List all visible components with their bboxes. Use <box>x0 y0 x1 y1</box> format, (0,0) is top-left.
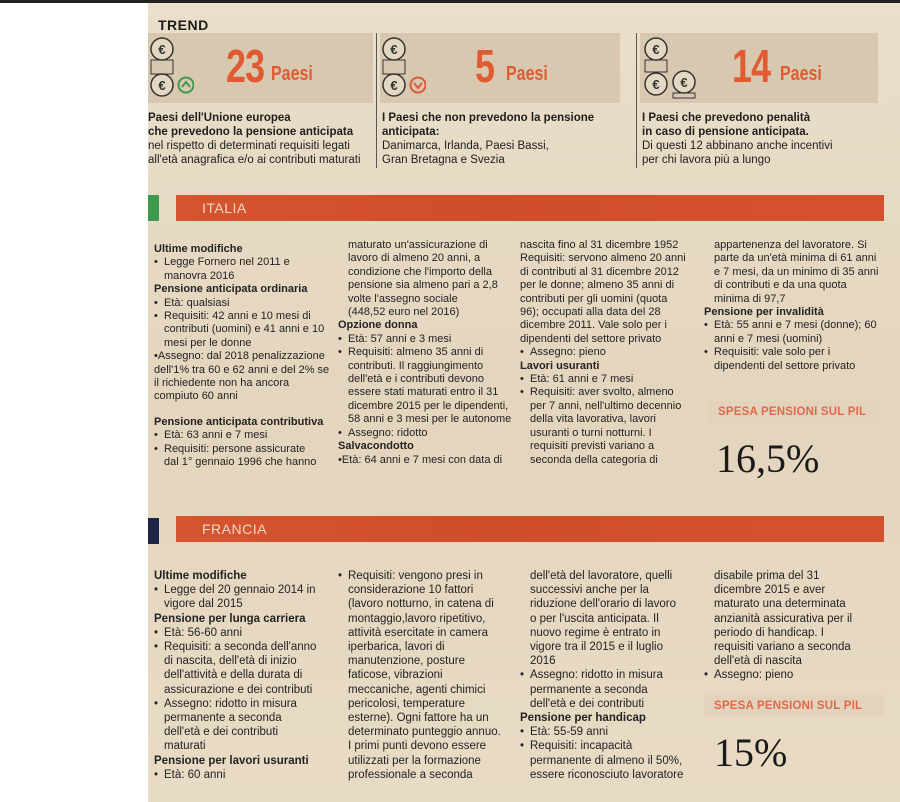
text-line: periodo di handicap. I <box>714 626 824 639</box>
bullet-item: • Requisiti: almeno 35 anni di <box>338 346 518 359</box>
subheading: Pensione per handicap <box>520 712 646 725</box>
text-line: assicurazione e dei contributi <box>164 683 313 696</box>
text-line: professionale a seconda <box>348 768 473 781</box>
francia-spesa-value: 15% <box>714 730 788 775</box>
text-line: dell'età e i contributi devono <box>348 373 485 386</box>
text-line: attività esercitate in camera <box>348 626 488 639</box>
francia-column-2 <box>338 569 518 782</box>
text-line: anni e 7 mesi (uomini) <box>714 332 823 345</box>
bullet-item: • Età: 61 anni e 7 mesi <box>520 373 700 386</box>
subheading: Pensione anticipata ordinaria <box>154 283 308 296</box>
text-line: montaggio,lavoro ripetitivo, <box>348 612 486 625</box>
stat-title-line: anticipata: <box>382 126 440 138</box>
text-line: iperbarica, lavori di <box>348 641 445 654</box>
text-line: per 7 anni, nell'ultimo decennio <box>530 399 682 412</box>
text-line: di nascita, dell'età di inizio <box>164 655 297 668</box>
text-line: maturato un'assicurazione di <box>348 239 488 251</box>
bullet-item: • Requisiti: vale solo per i <box>704 346 894 359</box>
text-line: usuranti o turni notturni. I <box>530 426 652 439</box>
text-line: contributi. Il raggiungimento <box>348 359 484 372</box>
text-line: volte l'assegno sociale <box>348 292 458 305</box>
stat-body-line: per chi lavora più a lungo <box>642 154 771 166</box>
text-line: il richiedente non ha ancora <box>154 377 290 390</box>
subheading: Pensione per lavori usuranti <box>154 754 309 767</box>
column-divider <box>636 33 637 168</box>
text-line: manutenzione, posture <box>348 655 465 668</box>
newspaper-clipping <box>148 3 900 802</box>
bullet-item: • Requisiti: persone assicurate <box>154 443 336 456</box>
text-line: •Età: 64 anni e 7 mesi con data di <box>338 453 503 466</box>
svg-text:€: € <box>158 42 166 57</box>
francia-column-3 <box>520 569 700 782</box>
text-line: pericolosi, temperature <box>348 697 465 710</box>
text-line: permanente di almeno il 50%, <box>530 754 683 767</box>
bullet-item: • Assegno: pieno <box>704 668 894 682</box>
text-line: dell'età e dei contributi <box>530 697 645 710</box>
text-line: della vita lavorativa, lavori <box>530 413 656 426</box>
text-line: essere stati maturati entro il 31 <box>348 386 499 399</box>
bullet-item: • Età: 60 anni <box>154 768 336 782</box>
text-line: di contributi al 31 dicembre 2012 <box>520 265 679 278</box>
bullet-item: • Assegno: ridotto in misura <box>520 668 700 682</box>
text-line: permanente a seconda <box>530 683 648 696</box>
text-line: I primi punti devono essere <box>348 740 487 753</box>
italia-spesa-label: SPESA PENSIONI SUL PIL <box>708 401 878 423</box>
stat-unit: Paesi <box>271 63 313 85</box>
text-line: utilizzati per la formazione <box>348 754 481 767</box>
subheading: Salvacondotto <box>338 440 414 453</box>
bullet-item: • Legge del 20 gennaio 2014 in <box>154 583 336 597</box>
text-line: riduzione dell'orario di lavoro <box>530 598 677 611</box>
subheading: Pensione anticipata contributiva <box>154 415 324 428</box>
text-line: requisiti variano a seconda <box>714 641 851 654</box>
francia-title: FRANCIA <box>202 521 267 537</box>
text-line: per le donne; almeno 35 anni di <box>520 279 675 292</box>
stat-box-no-early-pension <box>380 33 620 103</box>
stat-box-eu-countries <box>148 33 373 103</box>
text-line: dell'attività e della durata di <box>164 669 303 682</box>
euro-coins-icon <box>150 35 194 99</box>
italy-flag-stripe <box>148 195 159 221</box>
text-line: determinato punteggio annuo. <box>348 726 501 739</box>
text-line: dicembre 2011. Vale solo per i <box>520 319 667 332</box>
text-line: seconda della categoria di <box>530 453 658 466</box>
bullet-item: • Assegno: pieno <box>520 346 700 359</box>
text-line: 58 anni e 3 mesi per le autonome <box>348 413 512 426</box>
text-line: Requisiti: servono almeno 20 anni <box>520 252 686 265</box>
svg-text:€: € <box>680 75 688 90</box>
stat-number: 23 <box>226 40 265 92</box>
francia-column-4 <box>704 569 894 683</box>
text-line: permanente a seconda <box>164 712 282 725</box>
francia-header-band <box>176 516 884 542</box>
italia-column-2 <box>338 239 518 467</box>
bullet-item: • Età: qualsiasi <box>154 297 336 310</box>
stat-number: 14 <box>732 40 771 92</box>
text-line: nascita fino al 31 dicembre 1952 <box>520 239 679 251</box>
text-line: (448,52 euro nel 2016) <box>348 306 460 319</box>
subheading: Ultime modifiche <box>154 570 247 582</box>
stat-description <box>382 111 594 167</box>
stat-box-penalty-countries <box>640 33 878 103</box>
italia-spesa-value: 16,5% <box>716 436 820 481</box>
text-line: dicembre 2015 e aver <box>714 584 826 597</box>
bullet-item: • Requisiti: a seconda dell'anno <box>154 640 336 654</box>
text-line: compiuto 60 anni <box>154 390 238 403</box>
bullet-item: • Assegno: ridotto in misura <box>154 697 336 711</box>
text-line: e 7 mesi, da un minimo di 35 anni <box>714 265 879 278</box>
text-line <box>154 404 336 416</box>
bullet-item: • Età: 57 anni e 3 mesi <box>338 333 518 346</box>
stat-unit: Paesi <box>780 63 822 85</box>
bullet-item: • Età: 55 anni e 7 mesi (donne); 60 <box>704 319 894 332</box>
text-line: (lavoro notturno, in catena di <box>348 598 494 611</box>
bullet-item: • Requisiti: incapacità <box>520 739 700 753</box>
subheading: Opzione donna <box>338 319 418 332</box>
section-label: TREND <box>158 17 209 33</box>
text-line: dell'età del lavoratore, quelli <box>530 570 673 582</box>
bullet-item: • Età: 56-60 anni <box>154 626 336 640</box>
text-line: dell'età e dei contributi <box>164 726 279 739</box>
stat-title-line: che prevedono la pensione anticipata <box>148 126 354 138</box>
text-line: lavoro di almeno 20 anni, a <box>348 252 481 265</box>
text-line: essere riconosciuto lavoratore <box>530 768 684 781</box>
bullet-item: • Età: 63 anni e 7 mesi <box>154 429 336 442</box>
bullet-item: • Età: 55-59 anni <box>520 725 700 739</box>
italia-column-1 <box>154 243 336 470</box>
euro-coins-stack-icon <box>642 35 712 99</box>
italia-title: ITALIA <box>202 200 247 216</box>
france-flag-stripe <box>148 518 159 544</box>
text-line: maturati <box>164 740 206 753</box>
text-line: vigore tra il 2015 e il luglio <box>530 641 663 654</box>
stat-body-line: nel rispetto di determinati requisiti legati <box>148 140 350 152</box>
text-line: parte da un'età minima di 61 anni <box>714 252 877 265</box>
text-line: dipendenti del settore privato <box>714 359 856 372</box>
italia-column-4 <box>704 239 894 373</box>
bullet-item: • Requisiti: aver svolto, almeno <box>520 386 700 399</box>
text-line: considerazione 10 fattori <box>348 584 474 597</box>
stat-description <box>148 111 361 167</box>
bullet-item: • Legge Fornero nel 2011 e <box>154 256 336 269</box>
text-line: contributi per gli uomini (quota <box>520 292 668 305</box>
svg-text:€: € <box>652 42 660 57</box>
column-divider <box>376 33 377 168</box>
svg-text:€: € <box>652 77 660 92</box>
subheading: Lavori usuranti <box>520 359 600 372</box>
euro-coins-icon <box>382 35 426 99</box>
stat-title-line: I Paesi che prevedono penalità <box>642 112 811 124</box>
text-line: di contributi e da una quota <box>714 279 847 292</box>
text-line: mesi per le donne <box>164 336 252 349</box>
bullet-item: • Requisiti: 42 anni e 10 mesi di <box>154 310 336 323</box>
text-line: dell'1% tra 60 e 62 anni e del 2% se <box>154 363 330 376</box>
text-line: condizione che l'importo della <box>348 265 492 278</box>
text-line: 2016 <box>530 655 556 668</box>
text-line: manovra 2016 <box>164 269 235 282</box>
francia-spesa-label: SPESA PENSIONI SUL PIL <box>704 695 884 717</box>
stat-number: 5 <box>475 40 495 92</box>
text-line: esterne). Ogni fattore ha un <box>348 712 489 725</box>
text-line: disabile prima del 31 <box>714 570 820 582</box>
svg-text:€: € <box>390 42 398 57</box>
text-line: dell'età di nascita <box>714 655 802 668</box>
stat-title-line: I Paesi che non prevedono la pensione <box>382 112 595 124</box>
stat-description <box>642 111 833 167</box>
bullet-item: • Assegno: ridotto <box>338 427 518 440</box>
subheading: Pensione per invalidità <box>704 306 824 319</box>
stat-title-line: in caso di pensione anticipata. <box>642 126 809 138</box>
text-line: dicembre 2015 per le dipendenti, <box>348 399 509 412</box>
text-line: anzianità assicurativa per il <box>714 612 853 625</box>
italia-header-band <box>176 195 884 221</box>
text-line: maturato una determinata <box>714 598 846 611</box>
text-line: successivi anche per la <box>530 584 649 597</box>
text-line: o per l'uscita anticipata. Il <box>530 612 659 625</box>
text-line: appartenenza del lavoratore. Si <box>714 239 867 251</box>
stat-unit: Paesi <box>506 63 548 85</box>
svg-text:€: € <box>158 78 166 93</box>
text-line: •Assegno: dal 2018 penalizzazione <box>154 350 325 363</box>
stat-body-line: Gran Bretagna e Svezia <box>382 154 505 166</box>
svg-text:€: € <box>390 78 398 93</box>
bullet-item: • Requisiti: vengono presi in <box>338 569 518 583</box>
text-line: pensione sia almeno pari a 2,8 <box>348 279 498 292</box>
text-line: faticose, vibrazioni <box>348 669 443 682</box>
stat-body-line: Di questi 12 abbinano anche incentivi <box>642 140 833 152</box>
text-line: dal 1° gennaio 1996 che hanno <box>164 456 317 469</box>
text-line: meccaniche, agenti chimici <box>348 683 486 696</box>
text-line: 96); occupati alla data del 28 <box>520 306 661 319</box>
text-line: nuovo regime è entrato in <box>530 626 661 639</box>
text-line: dipendenti del settore privato <box>520 332 662 345</box>
text-line: vigore dal 2015 <box>164 598 243 611</box>
francia-column-1 <box>154 569 336 782</box>
text-line: requisiti previsti variano a <box>530 440 655 453</box>
text-line: contributi (uomini) e 41 anni e 10 <box>164 323 325 336</box>
text-line: minima di 97,7 <box>714 292 786 305</box>
subheading: Ultime modifiche <box>154 243 243 255</box>
stat-title-line: Paesi dell'Unione europea <box>148 112 291 124</box>
stat-body-line: all'età anagrafica e/o ai contributi maturati <box>148 154 361 166</box>
subheading: Pensione per lunga carriera <box>154 612 306 625</box>
italia-column-3 <box>520 239 700 467</box>
stat-body-line: Danimarca, Irlanda, Paesi Bassi, <box>382 140 549 152</box>
